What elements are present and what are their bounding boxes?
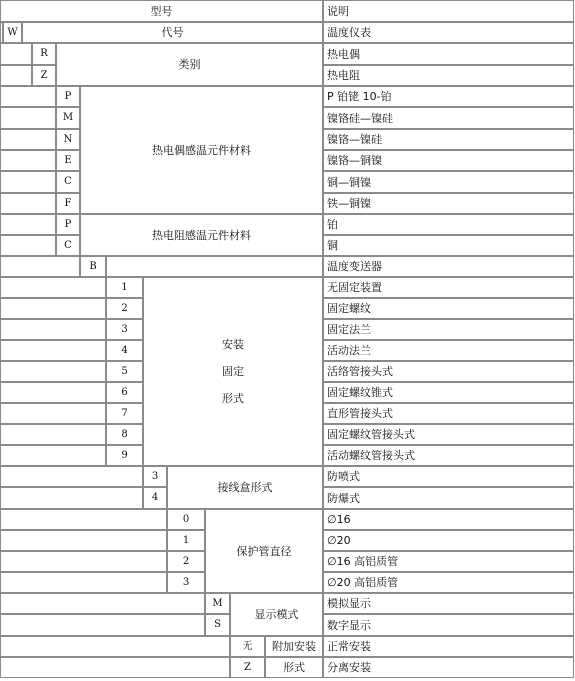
description-cell: 热电阻 <box>323 65 574 86</box>
description-cell: 温度仪表 <box>323 22 574 43</box>
indent-cell <box>0 256 80 277</box>
extra-mount-label-1: 附加安装 <box>265 636 323 657</box>
indent-cell <box>0 403 106 424</box>
indent-cell <box>0 65 32 86</box>
indent-cell <box>0 277 106 298</box>
display-mode-label: 显示模式 <box>230 593 323 636</box>
description-cell: P 铂铑 10-铂 <box>323 86 574 107</box>
code-name-label: 代号 <box>22 22 323 43</box>
description-cell: 活动螺纹管接头式 <box>323 445 574 466</box>
code-cell: 4 <box>143 487 167 509</box>
description-cell: 防喷式 <box>323 466 574 487</box>
mounting-form-label <box>143 277 323 466</box>
description-cell: 热电偶 <box>323 43 574 65</box>
indent-cell <box>0 487 143 509</box>
indent-cell <box>0 107 56 129</box>
indent-cell <box>0 150 56 171</box>
category-label: 类别 <box>56 43 323 86</box>
code-cell: 5 <box>106 361 143 382</box>
code-cell: 4 <box>106 340 143 361</box>
description-cell: 铂 <box>323 214 574 235</box>
code-cell: C <box>56 171 80 193</box>
code-cell: B <box>80 256 106 277</box>
indent-cell <box>0 340 106 361</box>
indent-cell <box>0 193 56 214</box>
indent-cell <box>0 298 106 319</box>
code-cell: 7 <box>106 403 143 424</box>
code-cell: 0 <box>167 509 205 530</box>
code-cell: P <box>56 214 80 235</box>
description-cell: 防爆式 <box>323 487 574 509</box>
description-cell: 无固定装置 <box>323 277 574 298</box>
description-cell: 镍铬—铜镍 <box>323 150 574 171</box>
header-explanation: 说明 <box>323 0 574 22</box>
description-cell: ∅16 高铝质管 <box>323 551 574 572</box>
code-cell: 1 <box>167 530 205 551</box>
description-cell: 固定螺纹 <box>323 298 574 319</box>
code-cell: F <box>56 193 80 214</box>
code-cell: C <box>56 235 80 256</box>
indent-cell <box>0 424 106 445</box>
code-cell: M <box>205 593 230 614</box>
code-cell: E <box>56 150 80 171</box>
description-cell: ∅16 <box>323 509 574 530</box>
code-cell: 8 <box>106 424 143 445</box>
indent-cell <box>0 235 56 256</box>
code-cell: 9 <box>106 445 143 466</box>
description-cell: ∅20 高铝质管 <box>323 572 574 593</box>
indent-cell <box>0 466 143 487</box>
code-cell: 无 <box>230 636 265 657</box>
indent-cell <box>0 530 167 551</box>
indent-cell <box>0 129 56 150</box>
code-cell: Z <box>32 65 56 86</box>
indent-cell <box>0 382 106 403</box>
mounting-form-label-line: 安装 <box>222 338 244 351</box>
description-cell: ∅20 <box>323 530 574 551</box>
transmitter-blank-cell <box>106 256 323 277</box>
extra-mount-label-2: 形式 <box>265 657 323 678</box>
code-cell: 3 <box>143 466 167 487</box>
description-cell: 活络管接头式 <box>323 361 574 382</box>
description-cell: 镍铬—镍硅 <box>323 129 574 150</box>
code-cell: M <box>56 107 80 129</box>
indent-cell <box>0 551 167 572</box>
header-model: 型号 <box>0 0 323 22</box>
thermocouple-material-label: 热电偶感温元件材料 <box>80 86 323 214</box>
code-cell: S <box>205 614 230 636</box>
description-cell: 直形管接头式 <box>323 403 574 424</box>
description-cell: 铜 <box>323 235 574 256</box>
description-cell: 固定法兰 <box>323 319 574 340</box>
description-cell: 活动法兰 <box>323 340 574 361</box>
description-cell: 固定螺纹锥式 <box>323 382 574 403</box>
description-cell: 模拟显示 <box>323 593 574 614</box>
indent-cell <box>0 593 205 614</box>
code-cell: 3 <box>106 319 143 340</box>
description-cell: 温度变送器 <box>323 256 574 277</box>
indent-cell <box>0 509 167 530</box>
mounting-form-label-line: 形式 <box>222 392 244 405</box>
description-cell: 镍铬硅—镍硅 <box>323 107 574 129</box>
indent-cell <box>0 319 106 340</box>
code-cell: W <box>3 22 22 43</box>
code-cell: R <box>32 43 56 65</box>
rtd-material-label: 热电阻感温元件材料 <box>80 214 323 256</box>
indent-cell <box>0 361 106 382</box>
indent-cell <box>0 636 230 657</box>
code-cell: P <box>56 86 80 107</box>
indent-cell <box>0 572 167 593</box>
code-cell: 1 <box>106 277 143 298</box>
indent-cell <box>0 86 56 107</box>
mounting-form-label-line: 固定 <box>222 365 244 378</box>
code-cell: 3 <box>167 572 205 593</box>
indent-cell <box>0 614 205 636</box>
junction-box-label: 接线盒形式 <box>167 466 323 509</box>
indent-cell <box>0 657 230 678</box>
indent-cell <box>0 445 106 466</box>
description-cell: 铜—铜镍 <box>323 171 574 193</box>
code-cell: N <box>56 129 80 150</box>
tube-diameter-label: 保护管直径 <box>205 509 323 593</box>
description-cell: 正常安装 <box>323 636 574 657</box>
description-cell: 固定螺纹管接头式 <box>323 424 574 445</box>
indent-cell <box>0 43 32 65</box>
code-cell: 6 <box>106 382 143 403</box>
description-cell: 铁—铜镍 <box>323 193 574 214</box>
indent-cell <box>0 171 56 193</box>
code-cell: 2 <box>106 298 143 319</box>
indent-cell <box>0 214 56 235</box>
description-cell: 分离安装 <box>323 657 574 678</box>
code-cell: Z <box>230 657 265 678</box>
description-cell: 数字显示 <box>323 614 574 636</box>
code-cell: 2 <box>167 551 205 572</box>
